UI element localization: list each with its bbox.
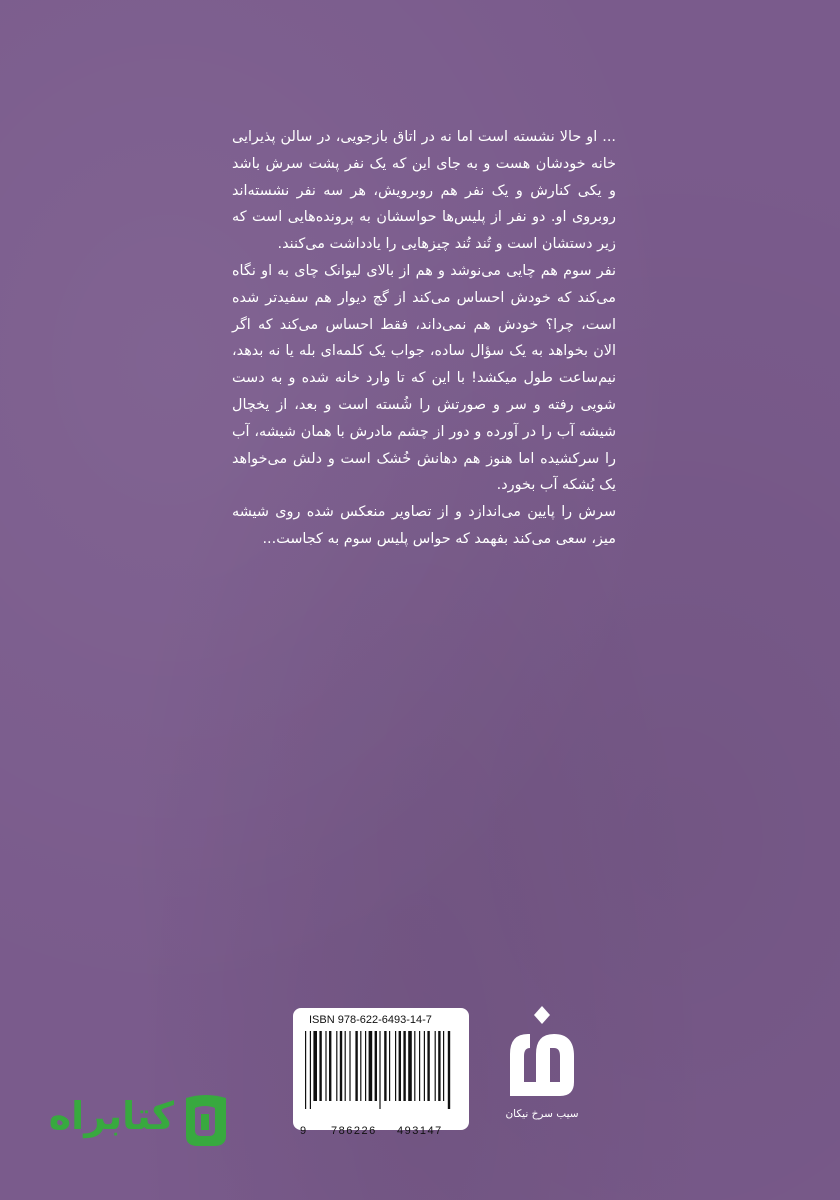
barcode-digits-right: 493147 [397,1125,443,1137]
isbn-barcode [293,1008,469,1137]
blurb-paragraph: نفر سوم هم چایی می‌نوشد و هم از بالای لیوانک چای به او نگاه می‌کند که خودش احساس می‌کند از گچ دیوار هم سفیدتر شده است، چرا؟ خودش هم نمی‌داند، فقط احساس می‌کند که اگر الان بخواهد به یک سؤال ساده، جواب یک کلمه‌ای بله یا نه بدهد، نیم‌ساعت طول میکشد! با این که تا وارد خانه شده و به دست شویی رفته و سر و صورتش را شُسته است و بعد، از یخچال شیشه آب را در آورده و دور از چشم مادرش با همان شیشه، آب را سرکشیده اما هنوز هم دهانش خُشک است و دلش می‌خواهد یک بُشکه آب بخورد. [232,262,616,494]
publisher-apple-icon [502,1004,582,1100]
barcode-bar [443,1031,444,1101]
book-leaf-icon [178,1092,232,1148]
barcode-bar [345,1031,346,1101]
barcode-bar [399,1031,401,1101]
barcode-bars [303,1031,459,1109]
barcode-digits-left: 786226 [331,1125,377,1137]
blurb-paragraph: ... او حالا نشسته است اما نه در اتاق بازجویی، در سالن پذیرایی خانه خودشان هست و به جای این که یک نفر پشت سرش باشد و یکی کنارش و یک نفر هم روبرویش، هر سه نفر نشسته‌اند روبروی او. دو نفر از پلیس‌ها حواسشان به پرونده‌هایی است که زیر دستشان است و تُند تُند چیزهایی را یادداشت می‌کنند. [232,129,616,253]
barcode-bar [349,1031,350,1101]
blurb-text [232,124,616,553]
barcode-bar [360,1031,361,1101]
barcode-bar [379,1031,380,1109]
barcode-bar [448,1031,450,1109]
barcode-bar [395,1031,396,1101]
publisher-logo [492,1004,592,1134]
barcode-bar [313,1031,317,1101]
barcode-bar [389,1031,390,1101]
barcode-bar [438,1031,440,1101]
barcode-bar [427,1031,429,1101]
barcode-bar [369,1031,373,1101]
isbn-label: ISBN 978-622-6493-14-7 [309,1014,432,1026]
barcode-bar [419,1031,420,1101]
barcode-bar [384,1031,386,1101]
barcode-bar [336,1031,337,1101]
barcode-bar [310,1031,311,1109]
barcode-bar [340,1031,342,1101]
barcode-bar [435,1031,436,1101]
barcode-bar [365,1031,366,1101]
blurb-paragraph: سرش را پایین می‌اندازد و از تصاویر منعکس شده روی شیشه میز، سعی می‌کند بفهمد که حواس پلیس سوم به کجاست... [232,504,616,547]
barcode-bar [408,1031,412,1101]
store-name: کتابراه [48,1094,174,1138]
barcode-digit-first: 9 [300,1125,307,1137]
publisher-name: سیب سرخ نیکان [505,1108,579,1120]
barcode-bar [424,1031,425,1101]
barcode-bar [403,1031,405,1101]
ketabrah-logo [32,1090,232,1154]
barcode-bar [325,1031,326,1101]
barcode-bar [414,1031,415,1101]
barcode-bar [305,1031,306,1109]
barcode-bar [319,1031,321,1101]
barcode-bar [329,1031,331,1101]
barcode-bar [355,1031,357,1101]
barcode-bar [375,1031,377,1101]
